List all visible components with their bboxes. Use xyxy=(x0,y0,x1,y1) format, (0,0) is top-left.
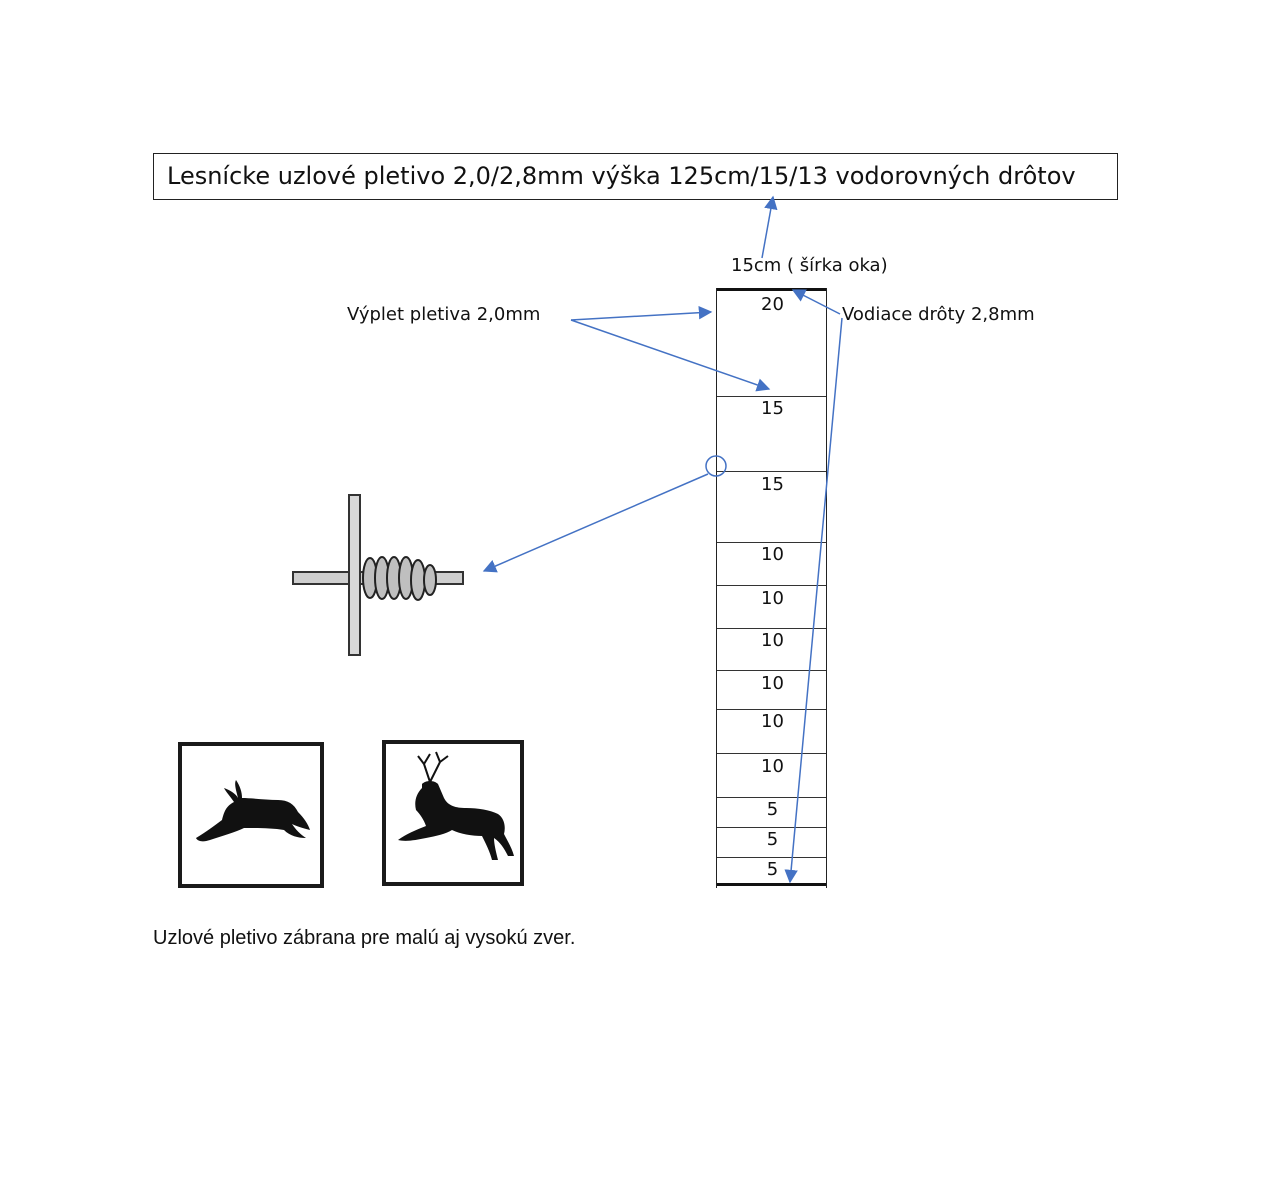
arrow-to-knot xyxy=(484,474,708,571)
segment-label: 10 xyxy=(761,630,784,651)
mesh-width-label: 15cm ( šírka oka) xyxy=(731,255,888,276)
arrow-fill-top xyxy=(571,312,711,320)
segment-label: 10 xyxy=(761,588,784,609)
arrow-guide-bottom xyxy=(790,318,842,882)
caption: Uzlové pletivo zábrana pre malú aj vysokú zver. xyxy=(153,927,576,949)
segment-label: 15 xyxy=(761,398,784,419)
segment-label: 5 xyxy=(766,829,779,850)
segment-label: 10 xyxy=(761,544,784,565)
knot-marker-circle xyxy=(706,456,726,476)
segment-label: 15 xyxy=(761,474,784,495)
arrow-guide-top xyxy=(793,290,840,314)
guide-wires-label: Vodiace drôty 2,8mm xyxy=(842,304,1035,325)
fill-wire-label: Výplet pletiva 2,0mm xyxy=(347,304,541,325)
segment-label: 10 xyxy=(761,756,784,777)
title: Lesnícke uzlové pletivo 2,0/2,8mm výška 125cm/15/13 vodorovných drôtov xyxy=(167,162,1076,190)
arrow-to-title xyxy=(762,197,773,258)
segment-label: 20 xyxy=(761,294,784,315)
segment-label: 5 xyxy=(766,799,779,820)
segment-label: 5 xyxy=(766,859,779,880)
segment-label: 10 xyxy=(761,711,784,732)
arrow-fill-inner xyxy=(571,320,769,389)
segment-label: 10 xyxy=(761,673,784,694)
